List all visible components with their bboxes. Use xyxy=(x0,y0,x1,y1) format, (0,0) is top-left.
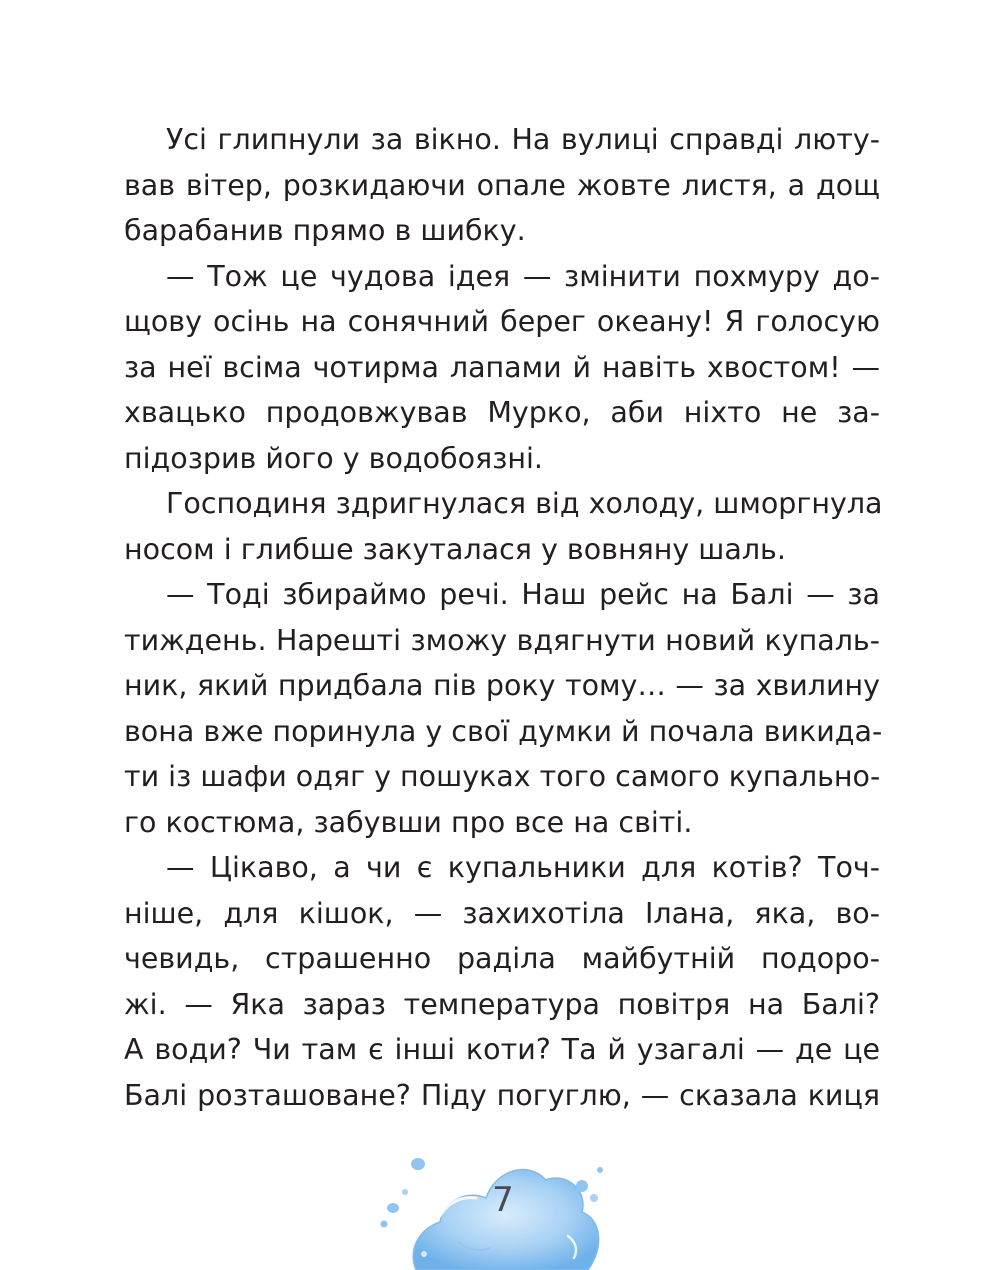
text-line: вав вітер, розкидаючи опале жовте листя, а дощ xyxy=(124,168,880,202)
text-line: Усі глипнули за вікно. На вулиці справді люту- xyxy=(166,123,880,156)
text-line: ник, який придбала пів року тому… — за хвилину xyxy=(124,669,880,702)
text-line: — Цікаво, а чи є купальники для котів? Точ- xyxy=(166,851,880,884)
text-line: чевидь, страшенно раділа майбутній подоро- xyxy=(124,942,880,975)
text-line: за неї всіма чотирма лапами й навіть хвостом! — xyxy=(124,350,880,384)
text-line: підозрив його у водобоязні. xyxy=(124,441,543,475)
text-line: — Тож це чудова ідея — змінити похмуру до- xyxy=(166,259,880,293)
text-line: жі. — Яка зараз температура повітря на Балі? xyxy=(124,987,880,1021)
text-line: Балі розташоване? Піду погуглю, — сказала киця xyxy=(124,1078,880,1112)
text-line: — Тоді збираймо речі. Наш рейс на Балі — за xyxy=(166,578,880,611)
text-line: го костюма, забувши про все на світі. xyxy=(124,805,693,839)
text-line: Господиня здригнулася від холоду, шморгнула xyxy=(166,487,883,520)
text-line: барабанив прямо в шибку. xyxy=(124,214,526,247)
text-line: А води? Чи там є інші коти? Та й узагалі — де це xyxy=(124,1033,880,1066)
page-number: 7 xyxy=(492,1180,514,1220)
text-line: щову осінь на сонячний берег океану! Я голосую xyxy=(124,305,880,338)
page-body-text xyxy=(124,117,883,1118)
text-line: ніше, для кішок, — захихотіла Ілана, яка, во- xyxy=(124,896,880,930)
text-line: вона вже поринула у свої думки й почала викида- xyxy=(124,714,883,748)
text-line: носом і глибше закуталася у вовняну шаль. xyxy=(124,532,786,566)
text-line: ти із шафи одяг у пошуках того самого купально- xyxy=(124,760,881,793)
text-line: тиждень. Нарешті зможу вдягнути новий купаль- xyxy=(124,623,880,657)
text-line: хвацько продовжував Мурко, аби ніхто не за- xyxy=(124,396,880,429)
page-number-badge xyxy=(378,1150,628,1270)
